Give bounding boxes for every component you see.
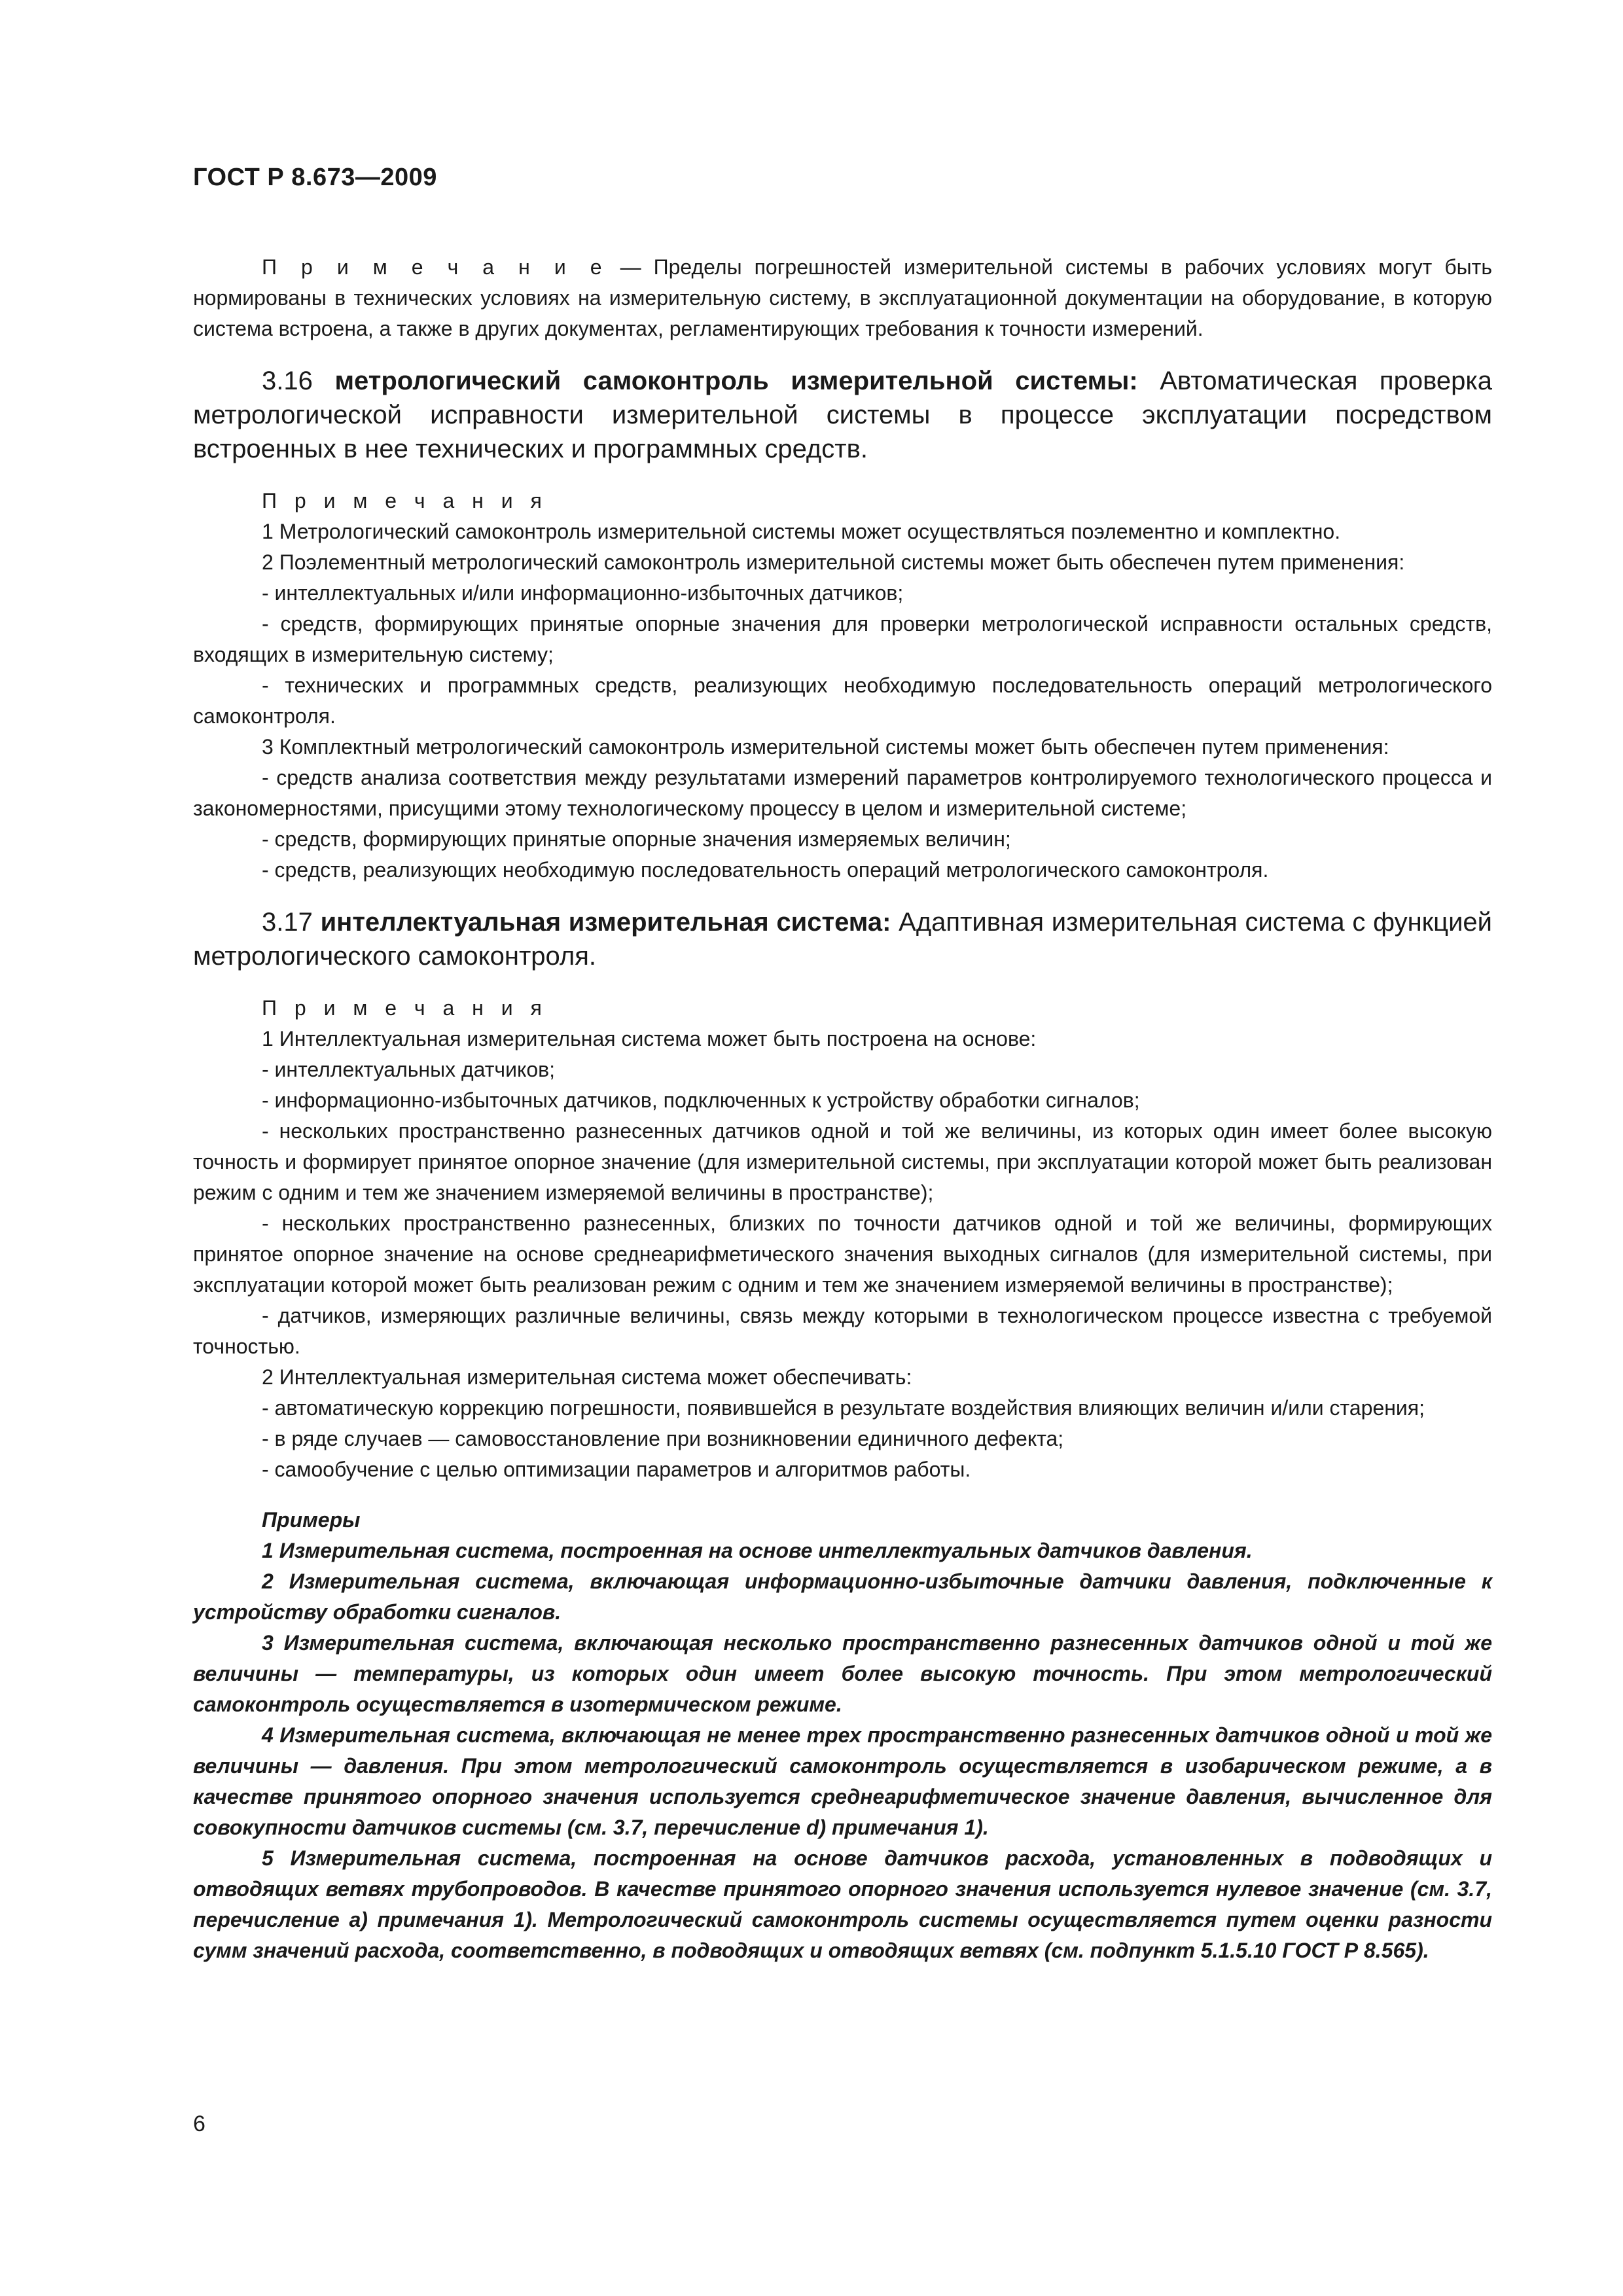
note-item: - автоматическую коррекцию погрешности, появившейся в результате воздействия влияющих величин и/или старения; (262, 1396, 1425, 1420)
note-item: - датчиков, измеряющих различные величины, связь между которыми в технологическом процессе известна с требуемой точностью. (193, 1304, 1492, 1358)
term-title: интеллектуальная измерительная система: (320, 908, 891, 937)
notes-label: П р и м е ч а н и я (262, 489, 548, 512)
note-item: - самообучение с целью оптимизации параметров и алгоритмов работы. (262, 1458, 971, 1481)
top-note (193, 252, 1492, 344)
notes-3-17 (193, 993, 1492, 1485)
note-item: - средств, формирующих принятые опорные значения для проверки метрологической исправности остальных средств, входящих в измерительную систему; (193, 612, 1492, 666)
note-item: - технических и программных средств, реализующих необходимую последовательность операций метрологического самоконтроля. (193, 673, 1492, 728)
example-item: 4 Измерительная система, включающая не менее трех пространственно разнесенных датчиков одной и той же величины — давления. При этом метрологический самоконтроль осуществляется в изобарическом режиме, а в качестве принятого опорного значения используется среднеарифметическое значение давления, вычисленное для совокупности датчиков системы (см. 3.7, перечисление d) примечания 1). (193, 1723, 1492, 1839)
example-item: 3 Измерительная система, включающая несколько пространственно разнесенных датчиков одной и той же величины — температуры, из которых один имеет более высокую точность. При этом метрологический самоконтроль осуществляется в изотермическом режиме. (193, 1631, 1492, 1716)
examples-label: Примеры (262, 1508, 361, 1532)
note-item: - нескольких пространственно разнесенных датчиков одной и той же величины, из которых один имеет более высокую точность и формирует принятое опорное значение (для измерительной системы, при эксплуатации которой может быть реализован режим с одним и тем же значением измеряемой величины в пространстве); (193, 1119, 1492, 1204)
example-item: 5 Измерительная система, построенная на основе датчиков расхода, установленных в подводящих и отводящих ветвях трубопроводов. В качестве принятого опорного значения используется нулевое значение (см. 3.7, перечисление а) примечания 1). Метрологический самоконтроль системы осуществляется путем оценки разности сумм значений расхода, соответственно, в подводящих и отводящих ветвях (см. подпункт 5.1.5.10 ГОСТ Р 8.565). (193, 1846, 1492, 1962)
note-item: - нескольких пространственно разнесенных, близких по точности датчиков одной и той же величины, формирующих принятое опорное значение на основе среднеарифметического значения выходных сигналов (для измерительной системы, при эксплуатации которой может быть реализован режим с одним и тем же значением измеряемой величины в пространстве); (193, 1211, 1492, 1297)
example-item: 2 Измерительная система, включающая информационно-избыточные датчики давления, подключенные к устройству обработки сигналов. (193, 1570, 1492, 1624)
note-item: 3 Комплектный метрологический самоконтроль измерительной системы может быть обеспечен путем применения: (262, 735, 1389, 759)
note-item: - интеллектуальных датчиков; (262, 1058, 555, 1081)
note-item: 2 Интеллектуальная измерительная система может обеспечивать: (262, 1365, 912, 1389)
term-definition: Автоматическая проверка метрологической исправности измерительной системы в процессе эксплуатации посредством встроенных в нее технических и программных средств. (193, 367, 1493, 463)
note-item: - информационно-избыточных датчиков, подключенных к устройству обработки сигналов; (262, 1088, 1140, 1112)
note-label: П р и м е ч а н и е (262, 255, 608, 279)
note-item: - в ряде случаев — самовосстановление при возникновении единичного дефекта; (262, 1427, 1064, 1450)
definition-3-16 (193, 364, 1492, 466)
section-3-17 (193, 905, 1492, 973)
top-note-paragraph (193, 252, 1492, 344)
term-definition: Адаптивная измерительная система с функцией метрологического самоконтроля. (193, 908, 1493, 971)
notes-3-16 (193, 486, 1492, 886)
note-item: - средств анализа соответствия между результатами измерений параметров контролируемого технологического процесса и закономерностями, присущими этому технологическому процессу в целом и измерительной системе; (193, 766, 1492, 820)
term-number: 3.17 (262, 908, 321, 937)
note-item: - средств, формирующих принятые опорные значения измеряемых величин; (262, 827, 1011, 851)
note-item: - интеллектуальных и/или информационно-избыточных датчиков; (262, 581, 904, 605)
note-item: 2 Поэлементный метрологический самоконтроль измерительной системы может быть обеспечен путем применения: (262, 550, 1405, 574)
note-item: 1 Метрологический самоконтроль измерительной системы может осуществляться поэлементно и комплектно. (262, 520, 1341, 543)
section-3-16 (193, 364, 1492, 466)
notes-label: П р и м е ч а н и я (262, 996, 548, 1020)
note-item: - средств, реализующих необходимую последовательность операций метрологического самоконтроля. (262, 858, 1269, 882)
term-title: метрологический самоконтроль измерительной системы: (334, 367, 1138, 395)
example-item: 1 Измерительная система, построенная на основе интеллектуальных датчиков давления. (262, 1539, 1253, 1562)
note-text: — Пределы погрешностей измерительной системы в рабочих условиях могут быть нормированы в технических условиях на измерительную систему, в эксплуатационной документации на оборудование, в которую система встроена, а также в других документах, регламентирующих требования к точности измерений. (193, 255, 1493, 340)
definition-3-17 (193, 905, 1492, 973)
note-item: 1 Интеллектуальная измерительная система может быть построена на основе: (262, 1027, 1037, 1050)
examples-block (193, 1505, 1492, 1966)
document-header: ГОСТ Р 8.673—2009 (193, 164, 437, 191)
term-number: 3.16 (262, 367, 335, 395)
page-number: 6 (193, 2111, 205, 2136)
